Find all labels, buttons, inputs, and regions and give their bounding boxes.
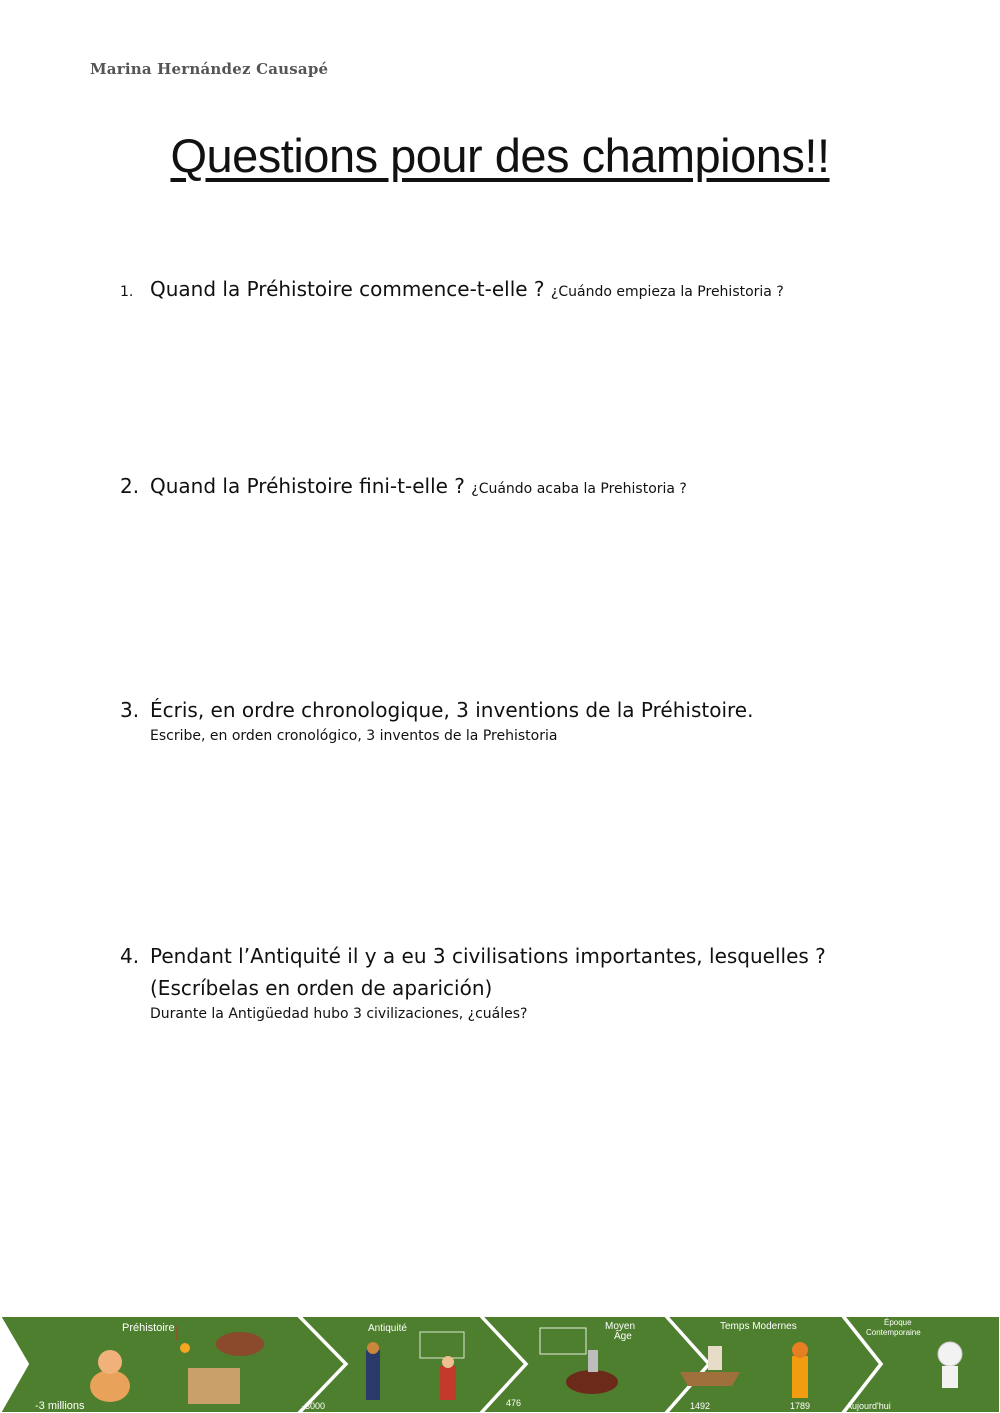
bison-illustration [216, 1332, 264, 1356]
question-text-es: ¿Cuándo acaba la Prehistoria ? [471, 481, 687, 497]
question-number: 4. [120, 944, 140, 968]
roman-figure-illustration [440, 1356, 456, 1400]
date-label-epoque-contemporaine: 1789 [790, 1401, 811, 1411]
date-label-moyen-age: 476 [506, 1398, 522, 1408]
question-2 [120, 470, 920, 505]
date-label-antiquite: -3000 [302, 1401, 326, 1411]
cave-painting-illustration [188, 1368, 240, 1404]
period-label-contemporaine: Contemporaine [866, 1328, 921, 1337]
question-text-fr: Quand la Préhistoire commence-t-elle ? [150, 277, 545, 301]
question-text-es: Escribe, en orden cronológico, 3 inventos de la Prehistoria [150, 728, 558, 744]
question-1 [120, 273, 920, 308]
period-label-temps-modernes: Temps Modernes [720, 1321, 797, 1332]
period-label-age: Âge [614, 1331, 632, 1342]
question-text-fr: Pendant l’Antiquité il y a eu 3 civilisations importantes, lesquelles ? [150, 944, 826, 968]
question-text-es: ¿Cuándo empieza la Prehistoria ? [550, 284, 784, 300]
history-timeline [0, 1310, 1000, 1413]
period-label-prehistoire: Préhistoire [122, 1322, 175, 1334]
author-name: Marina Hernández Causapé [90, 60, 329, 78]
question-text-fr: Écris, en ordre chronologique, 3 inventions de la Préhistoire. [150, 698, 754, 722]
egyptian-figure-illustration [366, 1342, 380, 1400]
question-number: 1. [120, 284, 134, 300]
page-title: Questions pour des champions!! [170, 129, 830, 182]
period-label-antiquite: Antiquité [368, 1323, 407, 1334]
question-4 [120, 940, 920, 1024]
question-text-fr: Quand la Préhistoire fini-t-elle ? [150, 474, 465, 498]
question-number: 2. [120, 474, 140, 498]
inventor-illustration [792, 1342, 808, 1398]
date-label-aujourdhui: Aujourd'hui [846, 1401, 891, 1411]
date-label-temps-modernes: 1492 [690, 1401, 711, 1411]
period-label-moyen: Moyen [605, 1321, 636, 1332]
date-label-start: -3 millions [35, 1400, 85, 1412]
question-text-es: Durante la Antigüedad hubo 3 civilizaciones, ¿cuáles? [150, 1006, 528, 1022]
question-text-fr-line2: (Escríbelas en orden de aparición) [150, 976, 493, 1000]
period-label-epoque: Époque [884, 1318, 912, 1327]
question-number: 3. [120, 698, 140, 722]
question-3 [120, 694, 920, 746]
